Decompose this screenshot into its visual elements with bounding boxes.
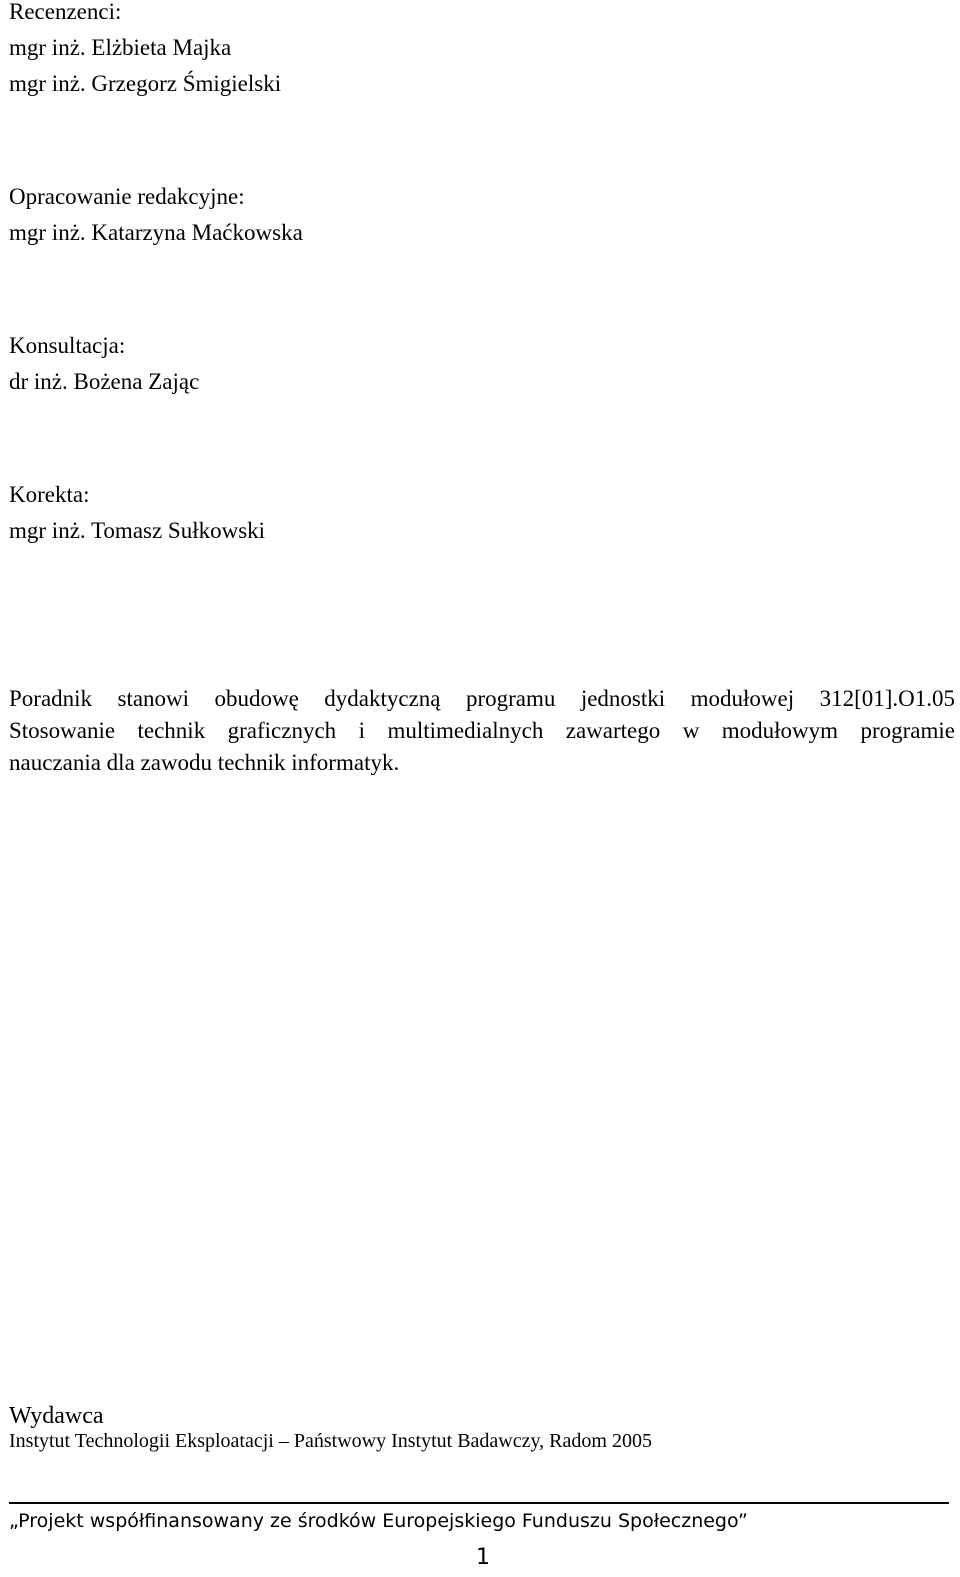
consultant-name: dr inż. Bożena Zając xyxy=(9,369,200,394)
editor-name: mgr inż. Katarzyna Maćkowska xyxy=(9,220,303,245)
reviewer-name-2: mgr inż. Grzegorz Śmigielski xyxy=(9,71,282,96)
proofreader-name: mgr inż. Tomasz Sułkowski xyxy=(9,518,266,543)
description-line-1: Poradnik stanowi obudowę dydaktyczną programu jednostki modułowej 312[01].O1.05 xyxy=(9,686,955,711)
description-line-3: nauczania dla zawodu technik informatyk. xyxy=(9,750,400,775)
page-number: 1 xyxy=(476,1545,490,1570)
description-paragraph xyxy=(9,683,955,779)
description-line-2: Stosowanie technik graficznych i multimedialnych zawartego w modułowym programie xyxy=(9,718,955,743)
proofreading-label: Korekta: xyxy=(9,482,90,507)
publisher-text: Instytut Technologii Eksploatacji – Państwowy Instytut Badawczy, Radom 2005 xyxy=(9,1430,652,1452)
reviewers-label: Recenzenci: xyxy=(9,0,122,24)
editing-label: Opracowanie redakcyjne: xyxy=(9,184,245,209)
consultation-label: Konsultacja: xyxy=(9,333,126,358)
publisher-label: Wydawca xyxy=(9,1403,104,1429)
reviewer-name-1: mgr inż. Elżbieta Majka xyxy=(9,35,232,60)
footer-cofinancing-note: „Projekt współfinansowany ze środków Europejskiego Funduszu Społecznego” xyxy=(9,1510,748,1532)
footer-divider xyxy=(9,1502,949,1504)
